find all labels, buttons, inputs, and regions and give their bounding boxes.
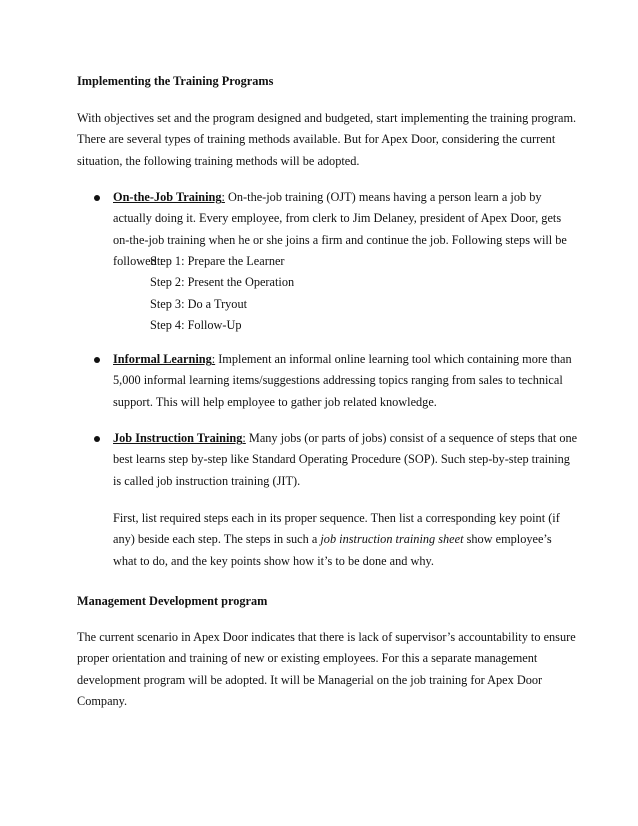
ojt-term: On-the-Job Training: [113, 190, 222, 204]
jit-term: Job Instruction Training: [113, 431, 243, 445]
ojt-step: Step 4: Follow-Up: [150, 317, 242, 332]
jit-colon: :: [242, 431, 246, 445]
jit-followup-paragraph: [113, 508, 578, 572]
jit-followup-pre: First, list required steps each in its proper sequence. Then list a corresponding key point (if any) beside each step. The steps in such a: [113, 511, 560, 547]
section-heading-management: Management Development program: [77, 594, 268, 608]
bullet-icon: [94, 436, 100, 442]
informal-colon: :: [211, 352, 216, 366]
management-paragraph: The current scenario in Apex Door indicates that there is lack of supervisor’s accountability to ensure proper orientation and training of new or existing employees. For this a separate management development program will be adopted. It will be Managerial on the job training for Apex Door Company.: [77, 630, 576, 708]
informal-text: Implement an informal online learning tool which containing more than 5,000 informal learning items/suggestions addressing topics ranging from sales to technical support. This will help employee to gather job related knowledge.: [113, 352, 572, 409]
ojt-steps-list: [150, 251, 294, 336]
section-heading-training: Implementing the Training Programs: [77, 74, 274, 88]
informal-term: Informal Learning: [113, 352, 212, 366]
jit-paragraph: [113, 428, 578, 492]
ojt-colon: :: [221, 190, 225, 204]
jit-followup-post: show employee’s what to do, and the key points show how it’s to be done and why.: [113, 532, 552, 568]
ojt-step: Step 3: Do a Tryout: [150, 296, 248, 311]
ojt-step: Step 2: Present the Operation: [150, 275, 295, 290]
bullet-icon: [94, 357, 100, 363]
ojt-step: Step 1: Prepare the Learner: [150, 254, 285, 268]
ojt-text: On-the-job training (OJT) means having a person learn a job by actually doing it. Every employee, from clerk to Jim Delaney, president of Apex Door, gets on-the-job training when he or she joins a firm and continue the job. Following steps will be followed :: [113, 190, 567, 268]
bullet-icon: [94, 195, 100, 201]
jit-followup-italic: job instruction training sheet: [320, 532, 464, 547]
informal-paragraph: [113, 349, 578, 413]
intro-paragraph: With objectives set and the program designed and budgeted, start implementing the training program. There are several types of training methods available. But for Apex Door, considering the current situation, the following training methods will be adopted.: [77, 111, 577, 168]
jit-text: Many jobs (or parts of jobs) consist of a sequence of steps that one best learns step by-step like Standard Operating Procedure (SOP). Such step-by-step training is called job instruction training (JIT).: [113, 431, 578, 488]
